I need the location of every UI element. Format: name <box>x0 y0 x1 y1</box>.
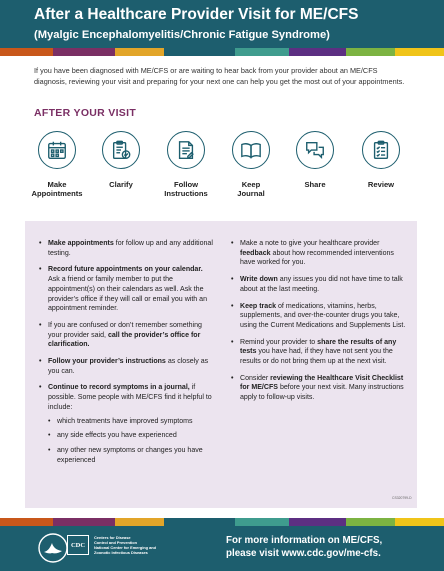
stripe-segment <box>115 48 164 56</box>
cdc-logo: CDC <box>67 535 89 555</box>
chat-bubbles-icon <box>304 139 326 161</box>
journal-sublist <box>48 417 215 466</box>
list-item: • Continue to record symptoms in a journal, if possible. Some people with ME/CFS find it helpful to include: • which treatments have improved symptoms • any side effects you have experienced • any other new symptoms or changes you have experienced <box>39 383 215 465</box>
stripe-segment <box>289 518 347 526</box>
page-title: After a Healthcare Provider Visit for ME/CFS <box>34 6 359 23</box>
step-keep-journal <box>220 131 282 199</box>
agency-name: Centers for Disease Control and Prevention National Center for Emerging and Zoonotic Infectious Diseases <box>94 535 157 555</box>
calendar-icon <box>46 139 68 161</box>
stripe-segment <box>235 518 288 526</box>
step-circle <box>296 131 334 169</box>
step-label: Review <box>367 180 395 189</box>
stripe-segment <box>164 518 235 526</box>
step-label: Clarify <box>109 180 133 189</box>
document-code: CS320799-D <box>392 496 412 500</box>
step-review <box>350 131 412 189</box>
header-banner <box>0 0 444 48</box>
section-heading: AFTER YOUR VISIT <box>34 107 137 119</box>
step-clarify <box>90 131 152 189</box>
stripe-segment <box>346 518 395 526</box>
stripe-segment <box>53 518 115 526</box>
list-item: • Follow your provider’s instructions as closely as you can. <box>39 357 215 376</box>
checklist-icon <box>370 139 392 161</box>
stripe-segment <box>395 48 444 56</box>
stripe-segment <box>289 48 347 56</box>
stripe-segment <box>235 48 288 56</box>
step-label: Follow Instructions <box>164 180 208 199</box>
step-circle <box>232 131 270 169</box>
step-circle <box>38 131 76 169</box>
clipboard-check-icon <box>110 139 132 161</box>
sub-list-item: • any other new symptoms or changes you have experienced <box>48 446 215 465</box>
sub-list-item: • any side effects you have experienced <box>48 431 215 441</box>
stripe-segment <box>346 48 395 56</box>
step-follow-instructions <box>155 131 217 199</box>
list-item: • Keep track of medications, vitamins, herbs, supplements, and over-the-counter drugs you take, using the Current Medications and Supplements List. <box>231 302 406 331</box>
step-circle <box>167 131 205 169</box>
instructions-document-icon <box>175 139 197 161</box>
stripe-segment <box>395 518 444 526</box>
color-stripe-bottom <box>0 518 444 526</box>
steps-row <box>26 131 426 211</box>
hhs-eagle-seal-icon <box>37 532 69 564</box>
list-item: • Write down any issues you did not have time to talk about at the last meeting. <box>231 275 406 294</box>
stripe-segment <box>0 48 53 56</box>
step-make-appointments <box>26 131 88 199</box>
step-label: Share <box>304 180 326 189</box>
list-item: • Consider reviewing the Healthcare Visit Checklist for ME/CFS before your next visit. Many instructions apply to follow-up visits. <box>231 374 406 403</box>
open-book-icon <box>240 139 262 161</box>
stripe-segment <box>0 518 53 526</box>
footer-banner <box>0 526 444 571</box>
list-item: • If you are confused or don’t remember something your provider said, call the provider’s office for clarification. <box>39 321 215 350</box>
step-share <box>284 131 346 189</box>
stripe-segment <box>115 518 164 526</box>
after-visit-panel <box>25 221 417 508</box>
intro-paragraph: If you have been diagnosed with ME/CFS or are waiting to hear back from your provider about an ME/CFS diagnosis, reviewing your visit and preparing for your next one can help you get the most out of your appointments. <box>34 66 405 86</box>
step-circle <box>102 131 140 169</box>
stripe-segment <box>53 48 115 56</box>
list-item: • Make appointments for follow up and any additional testing. <box>39 239 215 258</box>
step-label: Make Appointments <box>31 180 83 199</box>
list-item: • Remind your provider to share the results of any tests you have had, if they have not sent you the results or do not bring them up at the next visit. <box>231 338 406 367</box>
sub-list-item: • which treatments have improved symptoms <box>48 417 215 427</box>
more-info-text: For more information on ME/CFS, please visit www.cdc.gov/me-cfs. <box>226 535 383 559</box>
color-stripe-top <box>0 48 444 56</box>
left-column-list <box>39 239 215 472</box>
list-item: • Record future appointments on your calendar. Ask a friend or family member to put the appointment(s) on their calendars as well. Ask the provider’s office if they will call or email you with an appointment reminder. <box>39 265 215 314</box>
page-subtitle: (Myalgic Encephalomyelitis/Chronic Fatigue Syndrome) <box>34 29 330 41</box>
step-label: Keep Journal <box>237 180 265 199</box>
list-item: • Make a note to give your healthcare provider feedback about how recommended interventions have worked for you. <box>231 239 406 268</box>
stripe-segment <box>164 48 235 56</box>
right-column-list <box>231 239 406 410</box>
step-circle <box>362 131 400 169</box>
